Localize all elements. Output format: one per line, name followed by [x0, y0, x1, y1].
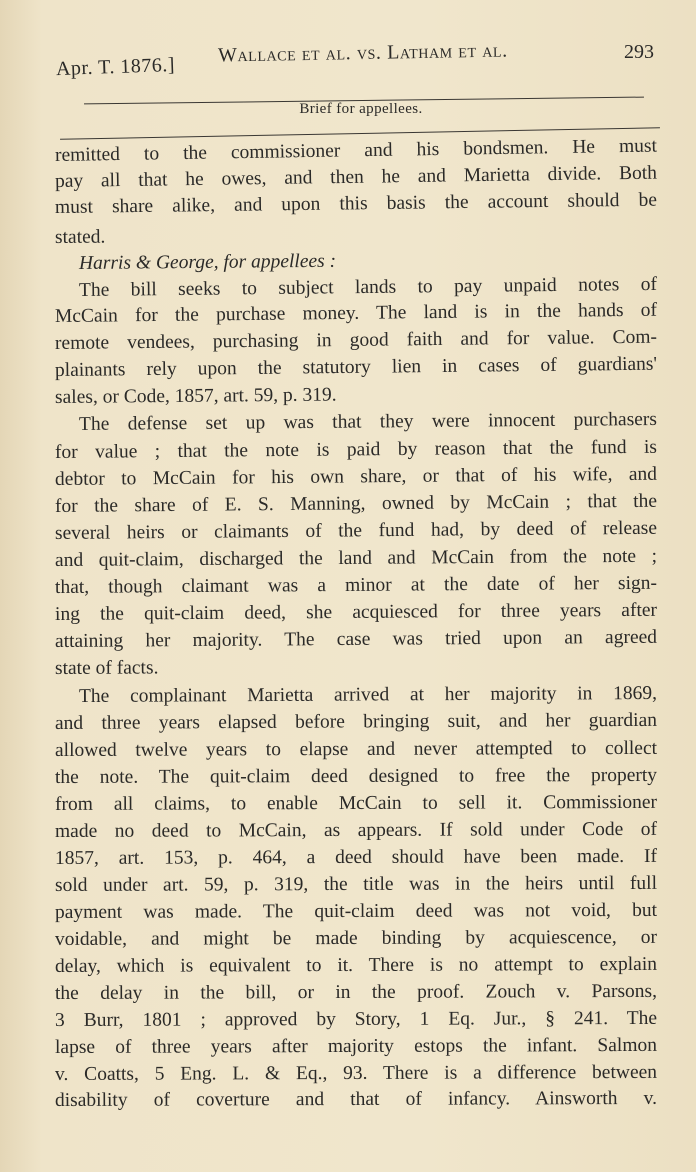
text-line: delay, which is equivalent to it. There is no attempt to explain [54, 953, 658, 977]
text-line: 1857, art. 153, p. 464, a deed should have been made. If [54, 845, 658, 869]
text-line: The defense set up was that they were innocent purchasers [78, 408, 658, 435]
text-line: voidable, and might be made binding by acquiescence, or [54, 926, 658, 950]
text-line: several heirs or claimants of the fund had, by deed of release [54, 517, 658, 544]
text-line: must share alike, and upon this basis the account should be [54, 189, 658, 218]
text-line: remote vendees, purchasing in good faith and for value. Com- [54, 326, 658, 354]
text-line: plainants rely upon the statutory lien in cases of guardians' [54, 353, 658, 381]
text-line: payment was made. The quit-claim deed was not void, but [54, 899, 658, 923]
text-line: McCain for the purchase money. The land is in the hands of [54, 299, 658, 327]
text-line: allowed twelve years to elapse and never attempted to collect [54, 737, 658, 761]
text-line: made no deed to McCain, as appears. If sold under Code of [54, 818, 658, 842]
text-line: sold under art. 59, p. 319, the title was in the heirs until full [54, 872, 658, 896]
text-line: disability of coverture and that of infancy. Ainsworth v. [54, 1087, 658, 1111]
text-line: The bill seeks to subject lands to pay unpaid notes of [78, 273, 658, 301]
text-line: for value ; that the note is paid by reason that the fund is [54, 436, 658, 463]
text-line: The complainant Marietta arrived at her majority in 1869, [78, 682, 658, 707]
text-line: v. Coatts, 5 Eng. L. & Eq., 93. There is a difference between [54, 1061, 658, 1085]
text-line: 3 Burr, 1801 ; approved by Story, 1 Eq. Jur., § 241. The [54, 1007, 658, 1031]
text-line: lapse of three years after majority estops the infant. Salmon [54, 1034, 658, 1058]
text-line: remitted to the commissioner and his bondsmen. He must [54, 135, 658, 166]
text-line: from all claims, to enable McCain to sell it. Commissioner [54, 791, 658, 815]
text-line: ing the quit-claim deed, she acquiesced for three years after [54, 599, 658, 625]
text-line: and three years elapsed before bringing suit, and her guardian [54, 709, 658, 734]
case-title: Wallace et al. vs. Latham et al. [217, 39, 508, 67]
text-line: pay all that he owes, and then he and Marietta divide. Both [54, 162, 658, 192]
text-line: and quit-claim, discharged the land and McCain from the note ; [54, 545, 658, 571]
text-line: debtor to McCain for his own share, or that of his wife, and [54, 463, 658, 490]
text-line: for the share of E. S. Manning, owned by McCain ; that the [54, 490, 658, 517]
page-number: 293 [624, 41, 654, 63]
text-line: sales, or Code, 1857, art. 59, p. 319. [54, 384, 337, 408]
text-line: state of facts. [54, 657, 159, 679]
term-label: Apr. T. 1876.] [55, 53, 176, 81]
text-line: that, though claimant was a minor at the date of her sign- [54, 572, 658, 598]
counsel-line: Harris & George, for appellees : [78, 250, 337, 274]
text-line: the note. The quit-claim deed designed to free the property [54, 764, 658, 788]
running-header [50, 38, 660, 81]
text-line: attaining her majority. The case was tried upon an agreed [54, 626, 658, 652]
text-line: stated. [54, 226, 106, 248]
text-line: the delay in the bill, or in the proof. Zouch v. Parsons, [54, 980, 658, 1004]
brief-subheading: Brief for appellees. [299, 101, 423, 117]
